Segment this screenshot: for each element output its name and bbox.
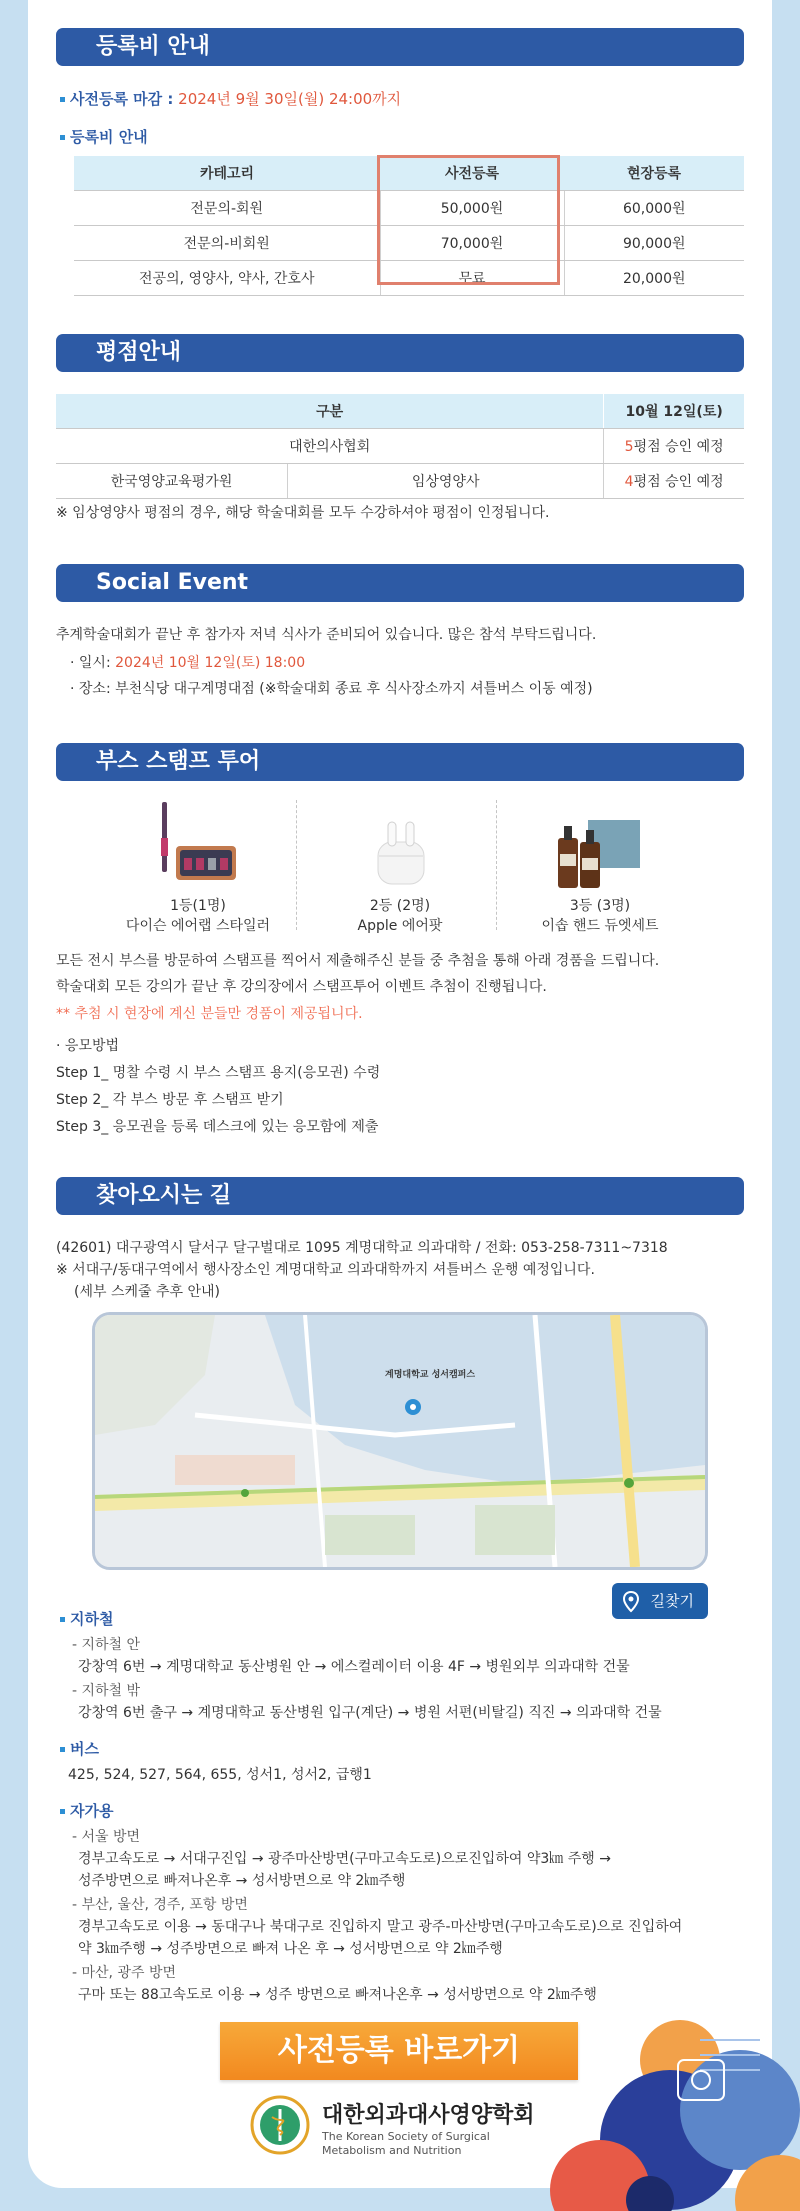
airpods-icon <box>366 820 436 890</box>
subway-in-route: 강창역 6번 → 계명대학교 동산병원 안 → 에스컬레이터 이용 4F → 병원외부 의과대학 건물 <box>78 1659 630 1675</box>
car-seoul-route: 경부고속도로 → 서대구진입 → 광주마산방면(구마고속도로)으로진입하여 약3㎞ 주행 → <box>78 1851 611 1867</box>
pre-registration-highlight <box>377 155 560 285</box>
society-emblem-logo <box>250 2095 310 2155</box>
column-header: 사전등록 <box>380 156 564 191</box>
table-row: 전공의, 영양사, 약사, 간호사 무료 20,000원 <box>74 261 744 296</box>
map-graphic <box>95 1315 705 1567</box>
society-name-en: Metabolism and Nutrition <box>322 2144 462 2157</box>
pre-registration-button[interactable]: 사전등록 바로가기 <box>220 2022 578 2080</box>
car-masan-route: 구마 또는 88고속도로 이용 → 성주 방면으로 빠져나온후 → 성서방면으로 약 2㎞주행 <box>78 1987 597 2003</box>
step-2: Step 2_ 각 부스 방문 후 스탬프 받기 <box>56 1092 284 1108</box>
decorative-shapes <box>520 2000 800 2211</box>
car-title: 자가용 <box>60 1800 113 1821</box>
fee-subtitle: 등록비 안내 <box>60 126 148 147</box>
car-busan-label: - 부산, 울산, 경주, 포항 방면 <box>72 1897 248 1913</box>
address: (42601) 대구광역시 달서구 달구벌대로 1095 계명대학교 의과대학 / 전화: 053-258-7311~7318 <box>56 1240 668 1256</box>
booth-notice: ** 추첨 시 현장에 계신 분들만 경품이 제공됩니다. <box>56 1006 363 1022</box>
method-title: · 응모방법 <box>56 1035 119 1055</box>
section-header-social: Social Event <box>56 564 744 602</box>
registration-deadline: 사전등록 마감 : 2024년 9월 30일(월) 24:00까지 <box>60 88 401 109</box>
car-seoul-label: - 서울 방면 <box>72 1829 141 1845</box>
bus-title: 버스 <box>60 1738 99 1759</box>
car-busan-route: 경부고속도로 이용 → 동대구나 북대구로 진입하지 말고 광주-마산방면(구마고속도로)으로 진입하여 <box>78 1919 683 1935</box>
society-name-ko: 대한외과대사영양학회 <box>322 2103 535 2128</box>
car-seoul-route: 성주방면으로 빠져나온후 → 성서방면으로 약 2㎞주행 <box>78 1873 406 1889</box>
table-row: 한국영양교육평가원 임상영양사 4평점 승인 예정 <box>56 464 744 499</box>
shuttle-note: ※ 서대구/동대구역에서 행사장소인 계명대학교 의과대학까지 셔틀버스 운행 예정입니다. <box>56 1262 595 1278</box>
column-header: 카테고리 <box>74 156 380 191</box>
subway-title: 지하철 <box>60 1608 113 1629</box>
subway-out-label: - 지하철 밖 <box>72 1683 141 1699</box>
social-place: · 장소: 부천식당 대구계명대점 (※학술대회 종료 후 식사장소까지 셔틀버스 이동 예정) <box>70 678 593 698</box>
subway-out-route: 강창역 6번 출구 → 계명대학교 동산병원 입구(계단) → 병원 서편(비탈길) 직진 → 의과대학 건물 <box>78 1705 662 1721</box>
bus-routes: 425, 524, 527, 564, 655, 성서1, 성서2, 급행1 <box>68 1767 372 1783</box>
prize-1: 1등(1명) 다이슨 에어랩 스타일러 <box>125 898 271 934</box>
prize-3: 3등 (3명) 이솝 핸드 듀엣세트 <box>541 898 659 934</box>
location-map[interactable] <box>92 1312 708 1570</box>
booth-desc: 학술대회 모든 강의가 끝난 후 강의장에서 스탬프투어 이벤트 추첨이 진행됩니다. <box>56 979 547 995</box>
social-intro: 추계학술대회가 끝난 후 참가자 저녁 식사가 준비되어 있습니다. 많은 참석 부탁드립니다. <box>56 627 597 643</box>
find-route-button[interactable]: 길찾기 <box>612 1583 708 1619</box>
map-label: 계명대학교 성서캠퍼스 <box>385 1370 476 1380</box>
social-date: · 일시: 2024년 10월 12일(토) 18:00 <box>70 652 305 672</box>
hair-styler-icon <box>124 800 244 892</box>
car-busan-route: 약 3㎞주행 → 성주방면으로 빠져 나온 후 → 성서방면으로 약 2㎞주행 <box>78 1941 503 1957</box>
location-pin-icon <box>623 1590 639 1612</box>
section-header-registration: 등록비 안내 <box>56 28 744 66</box>
subway-in-label: - 지하철 안 <box>72 1637 141 1653</box>
credits-note: ※ 임상영양사 평점의 경우, 해당 학술대회를 모두 수강하셔야 평점이 인정됩니다. <box>56 505 550 521</box>
step-1: Step 1_ 명찰 수령 시 부스 스탬프 용지(응모권) 수령 <box>56 1065 381 1081</box>
hand-care-set-icon <box>552 814 642 892</box>
car-masan-label: - 마산, 광주 방면 <box>72 1965 176 1981</box>
table-row: 대한의사협회 5평점 승인 예정 <box>56 429 744 464</box>
deadline-value: 2024년 9월 30일(월) 24:00까지 <box>178 90 402 108</box>
shuttle-schedule-note: (세부 스케줄 추후 안내) <box>74 1284 220 1300</box>
credits-table <box>56 394 744 499</box>
section-header-credits: 평점안내 <box>56 334 744 372</box>
section-header-booth: 부스 스탬프 투어 <box>56 743 744 781</box>
table-row: 전문의-회원 50,000원 60,000원 <box>74 191 744 226</box>
table-header-row: 구분 10월 12일(토) <box>56 394 744 429</box>
booth-desc: 모든 전시 부스를 방문하여 스탬프를 찍어서 제출해주신 분들 중 추첨을 통해 아래 경품을 드립니다. <box>56 953 660 969</box>
society-name-en: The Korean Society of Surgical <box>322 2130 490 2143</box>
section-header-directions: 찾아오시는 길 <box>56 1177 744 1215</box>
prize-2: 2등 (2명) Apple 에어팟 <box>357 898 443 934</box>
column-header: 현장등록 <box>564 156 744 191</box>
step-3: Step 3_ 응모권을 등록 데스크에 있는 응모함에 제출 <box>56 1119 379 1135</box>
table-row: 전문의-비회원 70,000원 90,000원 <box>74 226 744 261</box>
